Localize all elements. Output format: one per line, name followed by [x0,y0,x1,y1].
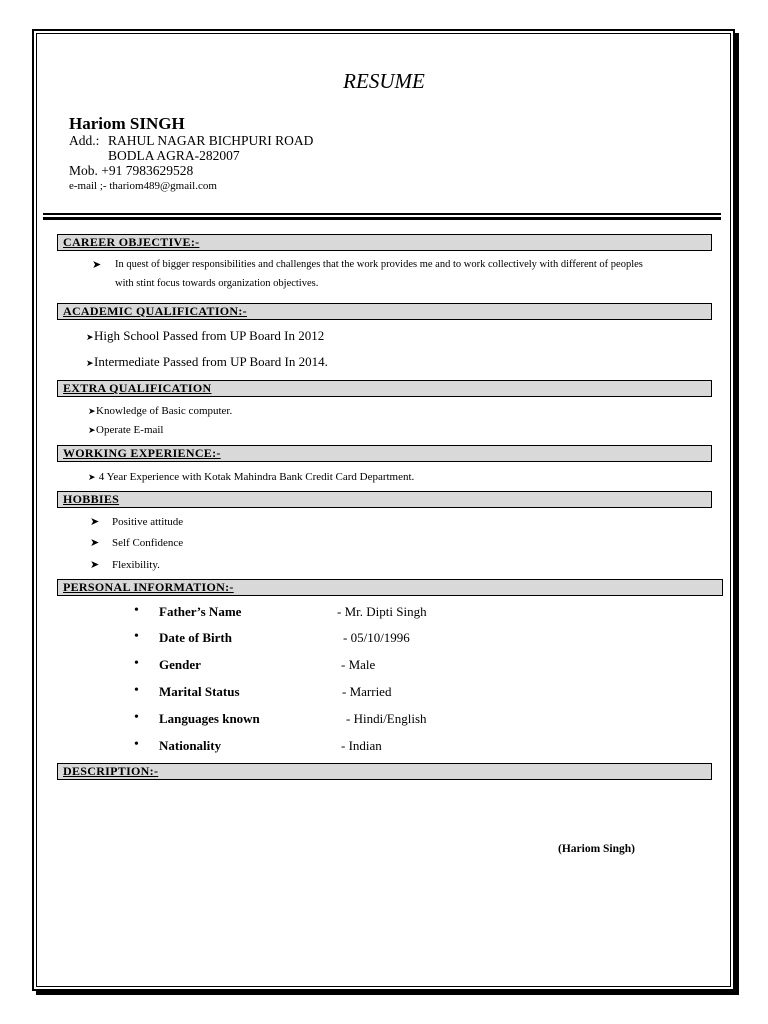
header-divider-thin [43,213,721,215]
address-line-1: RAHUL NAGAR BICHPURI ROAD [108,133,314,148]
extra-item-1: Knowledge of Basic computer. [96,405,233,417]
personal-label-languages: Languages known [159,711,260,726]
page-border-shadow-bottom [36,991,739,995]
dot-bullet-icon: • [134,656,139,671]
career-objective-line-2: with stint focus towards organization objectives. [115,278,319,289]
list-item [88,468,414,486]
academic-item-1: High School Passed from UP Board In 2012 [94,328,325,343]
personal-value-date-of-birth: - 05/10/1996 [343,630,410,645]
signature-name: (Hariom Singh) [558,843,635,855]
personal-value-languages: - Hindi/English [346,711,427,726]
section-career-objective [57,234,712,251]
arrow-bullet-icon: ➤ [86,358,94,368]
list-item [88,421,164,439]
list-item [86,327,324,346]
dot-bullet-icon: • [134,710,139,725]
section-description [57,763,712,780]
arrow-bullet-icon: ➤ [88,406,96,416]
arrow-bullet-icon: ➤ [90,516,100,528]
hobby-item-1: Positive attitude [112,516,184,528]
page-border-shadow-right [735,33,739,995]
section-heading: HOBBIES [63,492,120,506]
personal-label-nationality: Nationality [159,738,222,753]
arrow-bullet-icon: ➤ [90,537,100,549]
resume-title: RESUME [343,69,425,93]
email-address: e-mail ;- thariom489@gmail.com [69,180,217,192]
section-heading: WORKING EXPERIENCE:- [63,446,221,460]
section-heading: ACADEMIC QUALIFICATION:- [63,304,247,318]
section-heading: CAREER OBJECTIVE:- [63,235,200,249]
header-divider-thick [43,217,721,220]
arrow-bullet-icon: ➤ [92,259,102,271]
arrow-bullet-icon: ➤ [88,472,96,482]
list-item [88,402,232,420]
candidate-name: Hariom SINGH [69,114,185,133]
dot-bullet-icon: • [134,603,139,618]
dot-bullet-icon: • [134,683,139,698]
address-line-2: BODLA AGRA-282007 [108,148,240,163]
mobile-number: Mob. +91 7983629528 [69,163,194,178]
section-hobbies [57,491,712,508]
section-heading: EXTRA QUALIFICATION [63,381,212,395]
personal-label-marital-status: Marital Status [159,684,240,699]
list-item [86,353,328,372]
address-label: Add.: [69,133,100,148]
section-academic-qualification [57,303,712,320]
personal-value-nationality: - Indian [341,738,382,753]
personal-label-gender: Gender [159,657,201,672]
section-heading: PERSONAL INFORMATION:- [63,580,234,594]
personal-value-gender: - Male [341,657,376,672]
personal-value-fathers-name: - Mr. Dipti Singh [337,604,427,619]
dot-bullet-icon: • [134,629,139,644]
career-objective-line-1: In quest of bigger responsibilities and challenges that the work provides me and to work collectively with different of peoples [115,259,643,270]
section-heading: DESCRIPTION:- [63,764,159,778]
academic-item-2: Intermediate Passed from UP Board In 2014. [94,354,328,369]
section-extra-qualification [57,380,712,397]
arrow-bullet-icon: ➤ [86,332,94,342]
hobby-item-2: Self Confidence [112,537,184,549]
personal-value-marital-status: - Married [342,684,392,699]
personal-label-fathers-name: Father’s Name [159,604,242,619]
extra-item-2: Operate E-mail [96,424,164,436]
arrow-bullet-icon: ➤ [88,425,96,435]
section-working-experience [57,445,712,462]
dot-bullet-icon: • [134,737,139,752]
hobby-item-3: Flexibility. [112,559,160,571]
working-item-1: 4 Year Experience with Kotak Mahindra Bank Credit Card Department. [98,471,415,483]
arrow-bullet-icon: ➤ [90,559,100,571]
section-personal-information [57,579,723,596]
personal-label-date-of-birth: Date of Birth [159,630,232,645]
